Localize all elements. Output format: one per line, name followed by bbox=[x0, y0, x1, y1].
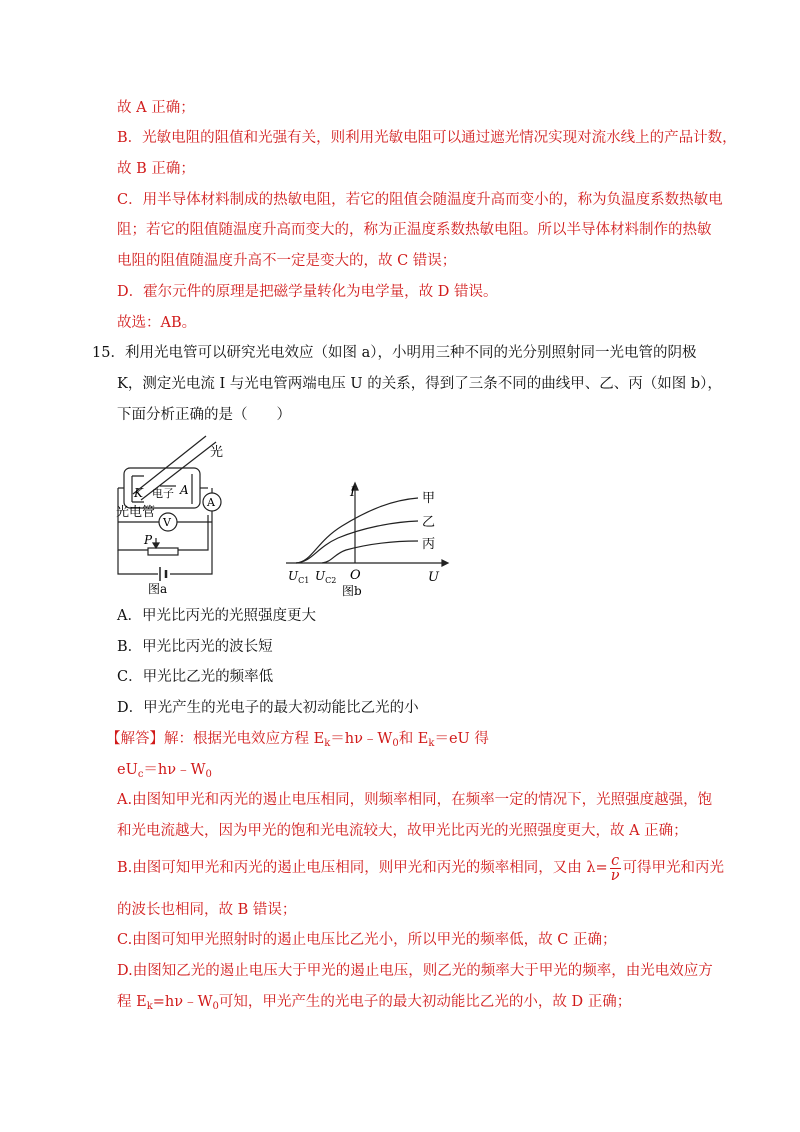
x-axis-label: U bbox=[428, 570, 439, 585]
option-b: B．甲光比丙光的波长短 bbox=[117, 639, 273, 655]
prev-a-conclusion: 故 A 正确； bbox=[117, 100, 195, 116]
x-axis-arrow bbox=[442, 560, 448, 566]
prev-c-line2: 阻；若它的阻值随温度升高而变大的，称为正温度系数热敏电阻。所以半导体材料制作的热敏 bbox=[117, 222, 712, 238]
solution-c-line: C.由图可知甲光照射时的遏止电压比乙光小，所以甲光的频率低，故 C 正确； bbox=[117, 932, 617, 948]
voltmeter-label: V bbox=[163, 516, 171, 529]
option-a: A．甲光比丙光的光照强度更大 bbox=[117, 608, 316, 624]
cathode-label: K bbox=[134, 486, 143, 500]
prev-c-line1: C．用半导体材料制成的热敏电阻，若它的阻值会随温度升高而变小的，称为负温度系数热敏电 bbox=[117, 192, 723, 208]
electron-label: 电子 bbox=[152, 487, 174, 500]
question-line1: 利用光电管可以研究光电效应（如图 a），小明用三种不同的光分别照射同一光电管的阴极 bbox=[125, 345, 697, 361]
solution-b-line2: 的波长也相同，故 B 错误； bbox=[117, 902, 297, 918]
y-axis-label: I bbox=[350, 485, 356, 500]
question-number: 15． bbox=[92, 345, 125, 361]
uc2-label: $U_{C2}$ bbox=[315, 569, 337, 585]
light-ray-1 bbox=[133, 436, 206, 494]
prev-c-line3: 电阻的阻值随温度升高不一定是变大的，故 C 错误； bbox=[117, 253, 457, 269]
solution-equation: $eU_c=h\nu﹣W_0$ bbox=[117, 762, 212, 780]
figure-b-caption: 图b bbox=[342, 584, 362, 598]
figure-b-graph bbox=[282, 478, 450, 600]
figure-a-caption: 图a bbox=[148, 582, 168, 596]
prev-b-conclusion: 故 B 正确； bbox=[117, 161, 195, 177]
prev-d-text: D．霍尔元件的原理是把磁学量转化为电学量，故 D 错误。 bbox=[117, 284, 498, 300]
solution-label: 【解答】 bbox=[106, 731, 164, 747]
option-c: C．甲光比乙光的频率低 bbox=[117, 669, 274, 685]
option-d: D．甲光产生的光电子的最大初动能比乙光的小 bbox=[117, 700, 419, 716]
figure-a-circuit bbox=[108, 430, 233, 596]
question-line2: K，测定光电流 I 与光电管两端电压 U 的关系，得到了三条不同的曲线甲、乙、丙（如图 b）， bbox=[117, 376, 722, 392]
solution-a-line1: A.由图知甲光和丙光的遏止电压相同，则频率相同，在频率一定的情况下，光照强度越强，饱 bbox=[117, 792, 713, 808]
wavelength-fraction: $\frac{c}{\nu}$ bbox=[610, 852, 620, 884]
curve-bing bbox=[322, 541, 418, 563]
light-label: 光 bbox=[210, 445, 224, 460]
solution-b-line1: B.由图可知甲光和丙光的遏止电压相同，则甲光和丙光的频率相同，又由 λ= $\frac{c}{\nu}$ 可得甲光和丙光 bbox=[117, 852, 725, 884]
origin-label: O bbox=[350, 568, 361, 583]
question-line3: 下面分析正确的是（ ） bbox=[117, 407, 291, 423]
curve-yi-label: 乙 bbox=[422, 515, 436, 530]
tube-label: 光电管 bbox=[116, 505, 156, 520]
prev-b-text: B．光敏电阻的阻值和光强有关，则利用光敏电阻可以通过遮光情况实现对流水线上的产品计数， bbox=[117, 130, 737, 146]
solution-d-line2: 程 $E_k=h\nu﹣W_0$可知，甲光产生的光电子的最大初动能比乙光的小，故 D 正确； bbox=[117, 994, 632, 1012]
anode-label: A bbox=[180, 483, 189, 497]
uc1-label: $U_{C1}$ bbox=[288, 569, 310, 585]
solution-a-line2: 和光电流越大，因为甲光的饱和光电流较大，故甲光比丙光的光照强度更大，故 A 正确； bbox=[117, 823, 688, 839]
ammeter-label: A bbox=[207, 496, 215, 509]
prev-answer: 故选：AB。 bbox=[117, 315, 197, 331]
curve-bing-label: 丙 bbox=[422, 537, 436, 552]
rheostat bbox=[148, 548, 178, 555]
solution-d-line1: D.由图知乙光的遏止电压大于甲光的遏止电压，则乙光的频率大于甲光的频率，由光电效应方 bbox=[117, 963, 713, 979]
solution-head: 【解答】解：根据光电效应方程 $E_k=h\nu﹣W_0$和 $E_k=eU$ 得 bbox=[106, 731, 489, 749]
curve-jia-label: 甲 bbox=[422, 491, 436, 506]
rheostat-label: P bbox=[144, 533, 153, 547]
